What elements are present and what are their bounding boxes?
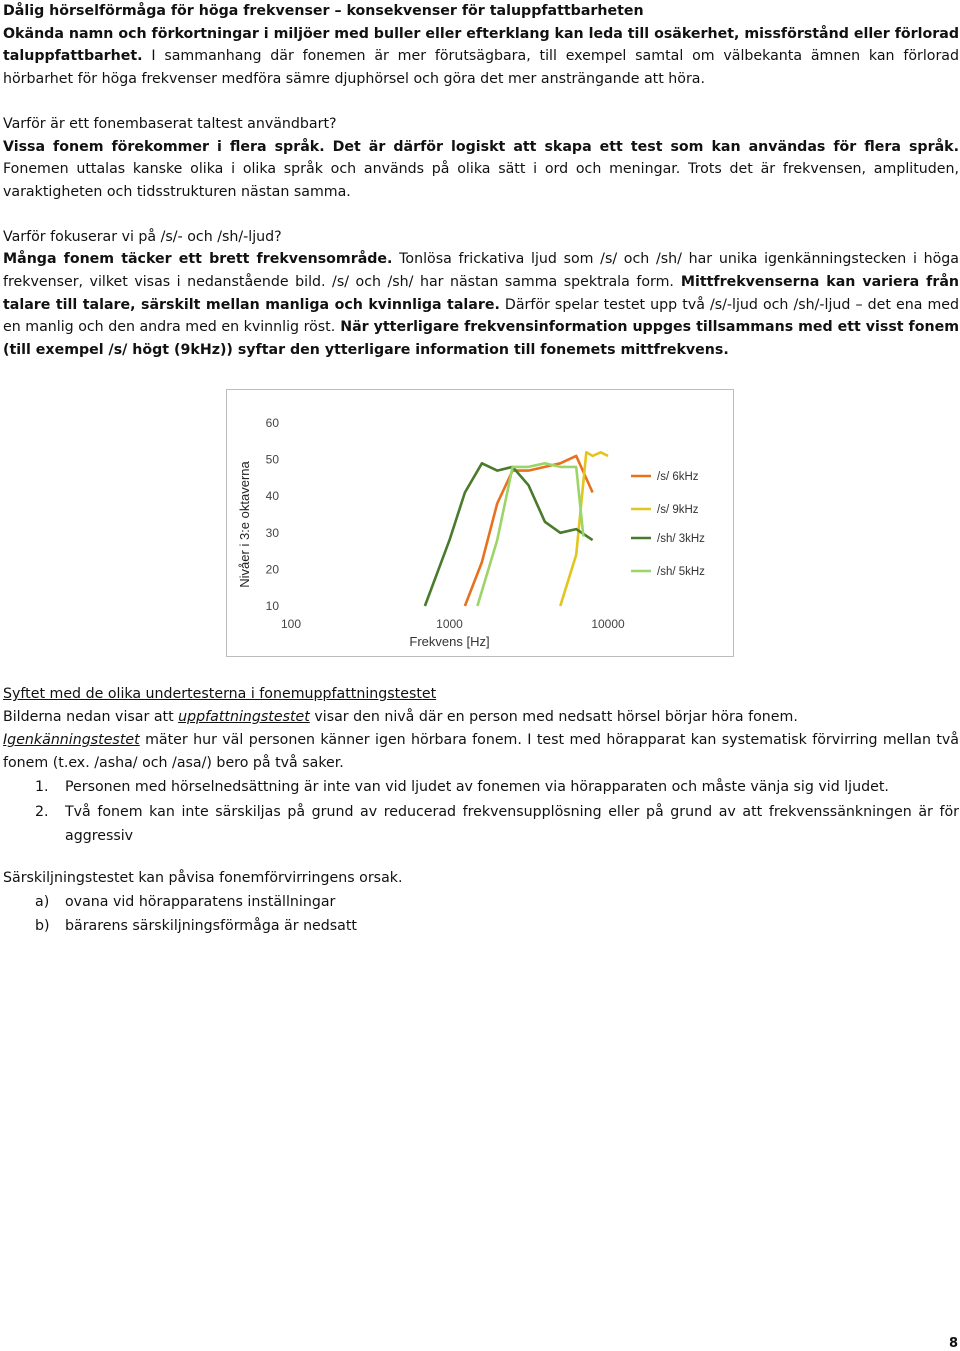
bold-text: När ytterligare frekvensinformation uppges tillsammans med ett visst fonem (till exempel /s/ högt (9kHz)) syftar den ytterligare information till fonemets mittfrekvens.	[3, 319, 959, 359]
x-tick-label: 1000	[436, 617, 463, 631]
y-tick-label: 30	[265, 525, 279, 540]
bold-lead: Många fonem täcker ett brett frekvensområde.	[3, 251, 393, 268]
series-line-2	[560, 452, 608, 606]
paragraph	[3, 136, 959, 204]
legend-label: /s/ 6kHz	[657, 471, 699, 483]
list-item	[3, 914, 959, 939]
list-item	[3, 800, 959, 849]
bold-lead: Vissa fonem förekommer i flera språk. Det är därför logiskt att skapa ett test som kan användas för flera språk.	[3, 138, 959, 155]
bold-text: Mittfrekvenserna kan variera från talare till talare, särskilt mellan manliga och kvinnliga talare.	[3, 274, 959, 313]
y-tick-label: 50	[265, 452, 279, 467]
paragraph	[3, 729, 959, 775]
list-item-text: Två fonem kan inte särskiljas på grund av reducerad frekvensupplösning eller på grund av att frekvenssänkningen är för aggressiv	[65, 803, 959, 844]
x-tick-label: 10000	[591, 617, 625, 631]
bold-lead: Okända namn och förkortningar i miljöer med buller eller efterklang kan leda till osäkerhet, missförstånd eller förlorad taluppfattbarhet.	[3, 25, 959, 65]
legend-label: /s/ 9kHz	[657, 504, 699, 516]
list-number: 1.	[35, 779, 49, 795]
body-text: Därför spelar testet upp två /s/-ljud och /sh/-ljud – det ena med en manlig och den andra med en kvinnlig röst.	[3, 296, 960, 336]
x-tick-label: 100	[280, 617, 302, 631]
y-tick-label: 10	[265, 599, 279, 613]
y-tick-label: 40	[265, 489, 279, 504]
list-letter: b)	[35, 918, 50, 934]
section-hearing-consequences	[3, 0, 959, 91]
legend-label: /sh/ 3kHz	[657, 533, 705, 545]
body-text: Tonlösa frickativa ljud som /s/ och /sh/ har unika igenkänningstecken i höga frekvenser, vilket visas i nedanstående bild. /s/ och /sh/ har nästan samma spektrala form.	[3, 251, 959, 291]
section-subtests	[3, 683, 959, 849]
question-heading: Varför fokuserar vi på /s/- och /sh/-ljud?	[3, 228, 282, 245]
section-discrimination	[3, 867, 959, 939]
y-axis-label: Nivåer i 3:e oktaverna	[237, 461, 252, 588]
list-item	[3, 775, 959, 800]
list-number: 2.	[35, 803, 49, 820]
document-page	[3, 0, 959, 362]
list-item	[3, 890, 959, 915]
list-item-text: Personen med hörselnedsättning är inte van vid ljudet av fonemen via hörapparaten och måste vänja sig vid ljudet.	[65, 779, 889, 795]
page-number: 8	[948, 1336, 958, 1351]
y-tick-label: 20	[265, 562, 279, 577]
question-heading: Varför är ett fonembaserat taltest användbart?	[3, 115, 337, 132]
body-text: mäter hur väl personen känner igen hörbara fonem. I test med hörapparat kan systematisk förvirring mellan två fonem (t.ex. /asha/ och /asa/) bero på två saker.	[3, 732, 959, 771]
section-heading: Dålig hörselförmåga för höga frekvenser – konsekvenser för taluppfattbarheten	[3, 3, 644, 19]
paragraph	[3, 248, 959, 362]
body-text: Fonemen uttalas kanske olika i olika språk och används på olika sätt i ord och meningar. Trots det är frekvensen, amplituden, varaktigheten och tidsstrukturen nästan samma.	[3, 161, 959, 200]
document-page-lower	[3, 683, 959, 939]
x-axis-label: Frekvens [Hz]	[409, 634, 490, 649]
body-text: Bilderna nedan visar att	[3, 709, 179, 725]
paragraph	[3, 706, 959, 729]
paragraph: Särskiljningstestet kan påvisa fonemförvirringens orsak.	[3, 869, 403, 886]
paragraph	[3, 23, 959, 91]
spectrum-chart	[226, 389, 734, 657]
emphasis-text: Igenkänningstestet	[3, 732, 140, 748]
body-text: visar den nivå där en person med nedsatt hörsel börjar höra fonem.	[309, 709, 798, 725]
section-s-sh-focus	[3, 226, 959, 362]
section-phoneme-test	[3, 113, 959, 204]
y-tick-label: 60	[265, 416, 279, 430]
section-heading: Syftet med de olika undertesterna i fonemuppfattningstestet	[3, 686, 437, 702]
legend-label: /sh/ 5kHz	[657, 566, 705, 578]
chart-svg	[227, 390, 733, 656]
body-text: I sammanhang där fonemen är mer förutsägbara, till exempel samtal om välbekanta ämnen kan förlorad hörbarhet för höga frekvenser medföra sämre djuphörsel och göra det mer ansträngande att höra.	[3, 48, 959, 88]
lettered-list	[3, 890, 959, 939]
list-item-text: bärarens särskiljningsförmåga är nedsatt	[65, 918, 358, 934]
list-item-text: ovana vid hörapparatens inställningar	[65, 893, 336, 910]
list-letter: a)	[35, 893, 50, 910]
numbered-list	[3, 775, 959, 849]
emphasis-text: uppfattningstestet	[178, 709, 310, 725]
